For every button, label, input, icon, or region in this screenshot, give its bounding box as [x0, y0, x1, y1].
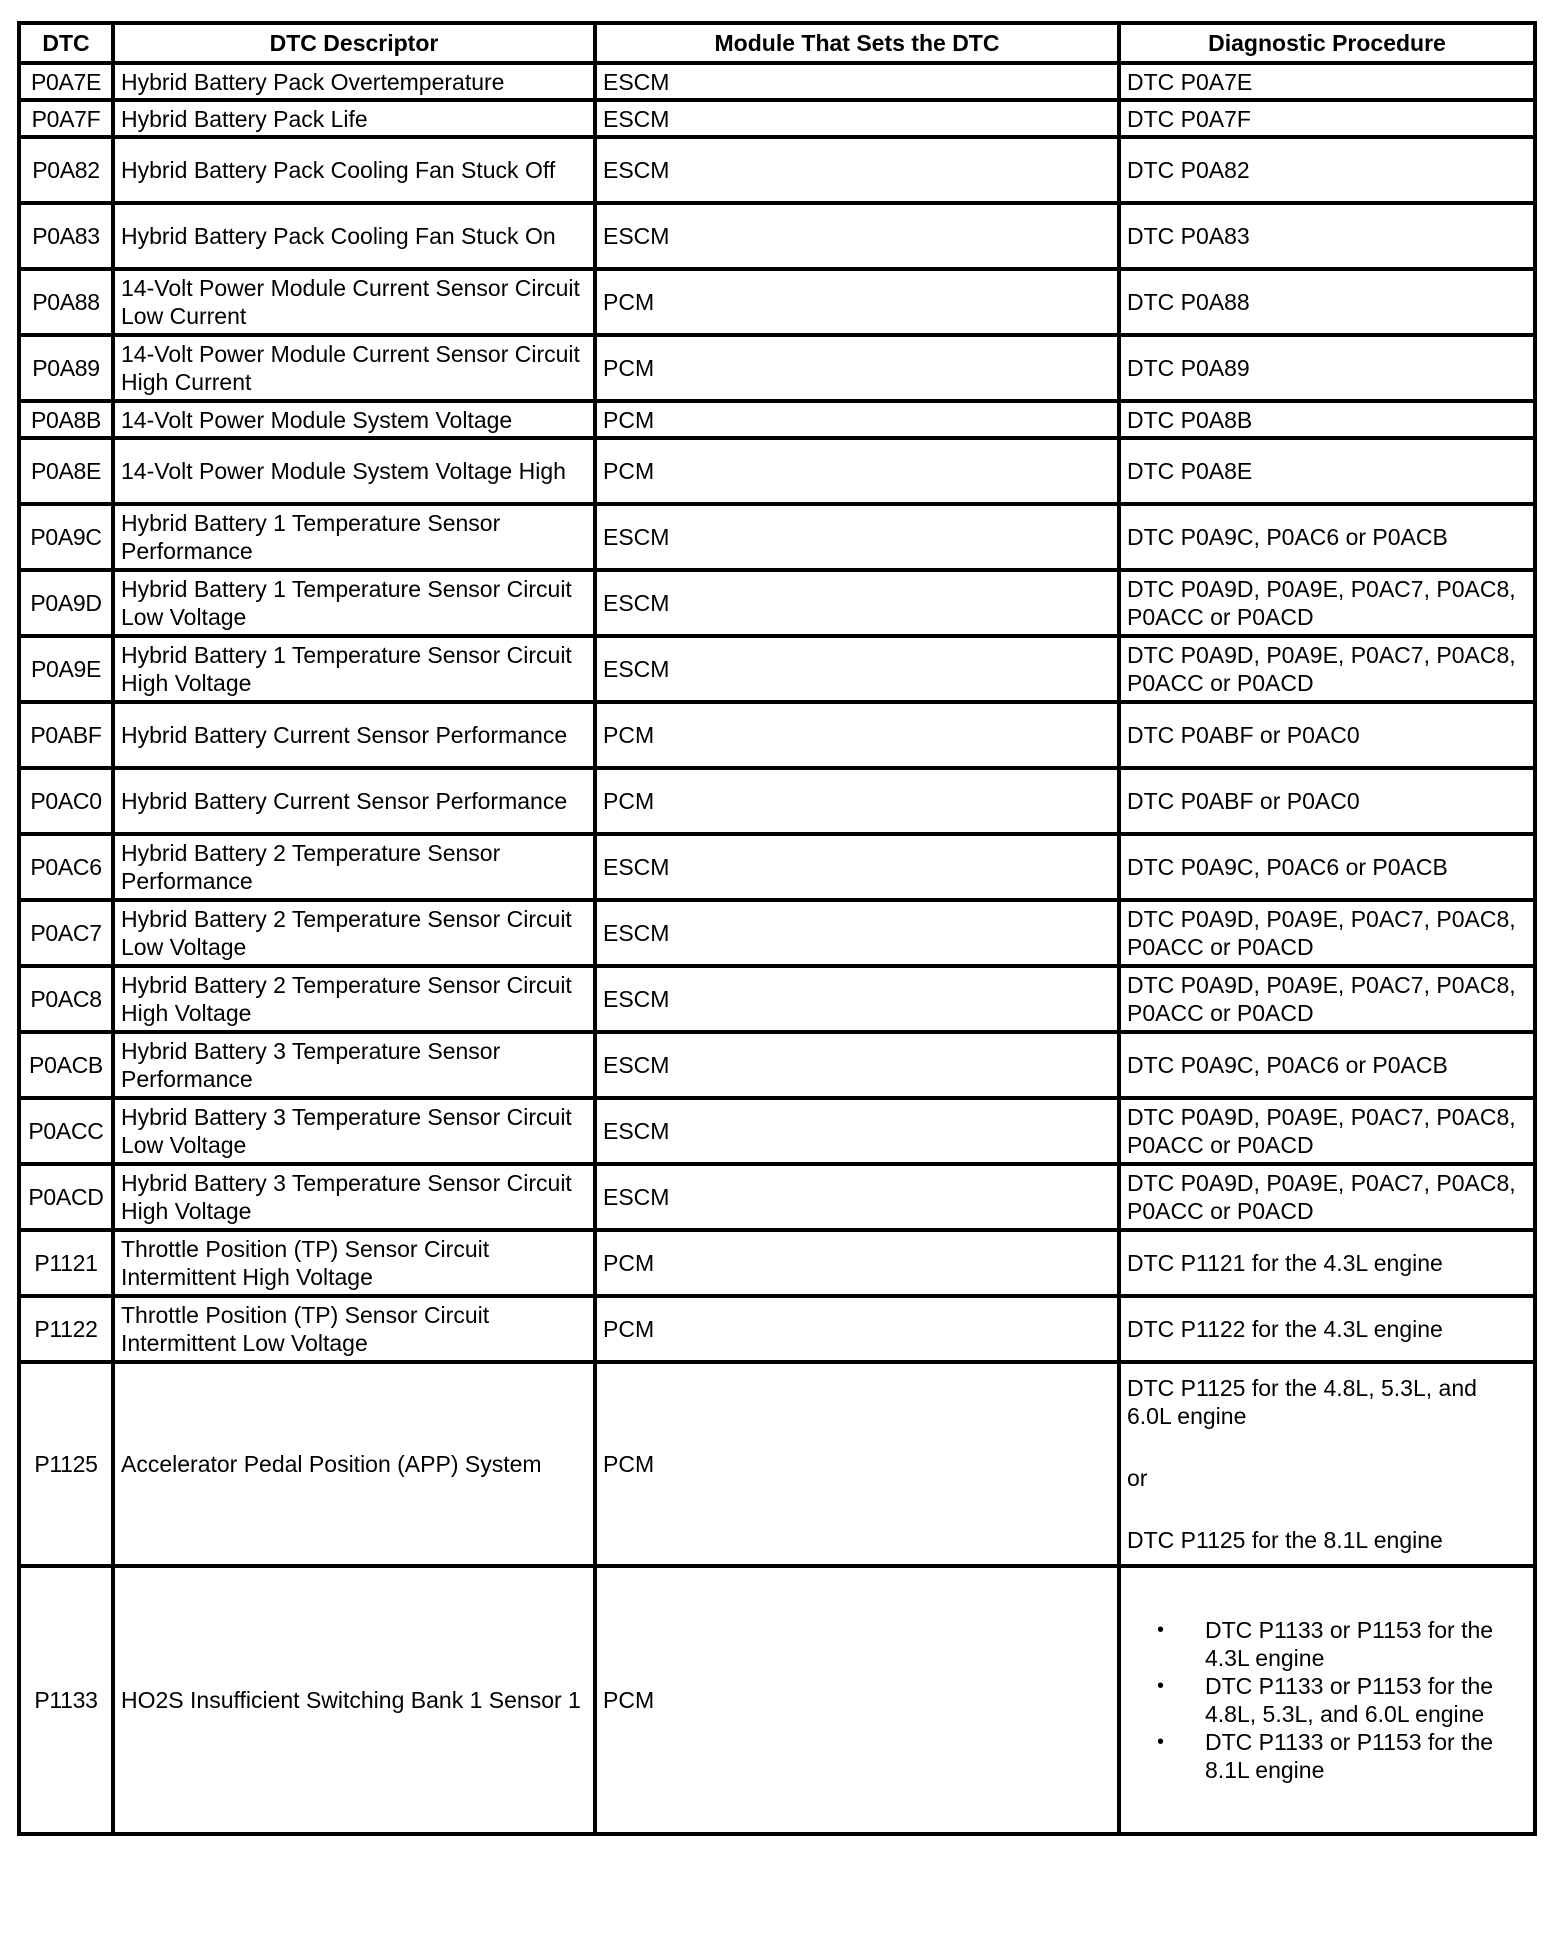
dtc-code: P0A9C	[19, 504, 113, 570]
dtc-code: P0A83	[19, 203, 113, 269]
dtc-procedure: DTC P0A9D, P0A9E, P0AC7, P0AC8, P0ACC or P0ACD	[1119, 900, 1535, 966]
dtc-code: P0AC8	[19, 966, 113, 1032]
table-row	[19, 1098, 1535, 1164]
dtc-descriptor: 14-Volt Power Module Current Sensor Circuit High Current	[113, 335, 595, 401]
dtc-descriptor: 14-Volt Power Module Current Sensor Circuit Low Current	[113, 269, 595, 335]
table-row	[19, 570, 1535, 636]
header-descriptor: DTC Descriptor	[113, 23, 595, 63]
table-row	[19, 438, 1535, 504]
procedure-list	[1127, 1616, 1527, 1784]
dtc-procedure: DTC P0A9D, P0A9E, P0AC7, P0AC8, P0ACC or P0ACD	[1119, 1098, 1535, 1164]
dtc-module: ESCM	[595, 137, 1119, 203]
dtc-procedure: DTC P0A8E	[1119, 438, 1535, 504]
dtc-code: P0A9D	[19, 570, 113, 636]
dtc-module: PCM	[595, 1362, 1119, 1566]
header-dtc: DTC	[19, 23, 113, 63]
dtc-code: P0A89	[19, 335, 113, 401]
dtc-code: P0ABF	[19, 702, 113, 768]
dtc-procedure: DTC P0A7E	[1119, 63, 1535, 100]
dtc-module: ESCM	[595, 1098, 1119, 1164]
procedure-item-text: DTC P1133 or P1153 for the 4.3L engine	[1205, 1617, 1494, 1671]
table-row	[19, 966, 1535, 1032]
dtc-module: ESCM	[595, 203, 1119, 269]
dtc-procedure: DTC P0A9C, P0AC6 or P0ACB	[1119, 1032, 1535, 1098]
table-row	[19, 768, 1535, 834]
dtc-code: P1122	[19, 1296, 113, 1362]
dtc-code: P0A7E	[19, 63, 113, 100]
dtc-procedure: DTC P0A82	[1119, 137, 1535, 203]
dtc-code: P0ACD	[19, 1164, 113, 1230]
dtc-descriptor: Hybrid Battery 2 Temperature Sensor Circuit Low Voltage	[113, 900, 595, 966]
table-row	[19, 834, 1535, 900]
dtc-code: P0AC7	[19, 900, 113, 966]
header-module: Module That Sets the DTC	[595, 23, 1119, 63]
dtc-code: P0AC6	[19, 834, 113, 900]
dtc-descriptor: Hybrid Battery 1 Temperature Sensor Circuit High Voltage	[113, 636, 595, 702]
header-row	[19, 23, 1535, 63]
dtc-descriptor: Hybrid Battery Pack Life	[113, 100, 595, 137]
dtc-descriptor: Hybrid Battery 1 Temperature Sensor Performance	[113, 504, 595, 570]
header-procedure: Diagnostic Procedure	[1119, 23, 1535, 63]
table-row-p1133	[19, 1566, 1535, 1834]
table-row	[19, 1230, 1535, 1296]
dtc-procedure: DTC P0ABF or P0AC0	[1119, 702, 1535, 768]
dtc-descriptor: Hybrid Battery Current Sensor Performance	[113, 702, 595, 768]
list-item	[1157, 1728, 1527, 1784]
procedure-option-1: DTC P1125 for the 4.8L, 5.3L, and 6.0L engine	[1127, 1375, 1477, 1429]
dtc-descriptor: 14-Volt Power Module System Voltage	[113, 401, 595, 438]
dtc-descriptor: Hybrid Battery 2 Temperature Sensor Circuit High Voltage	[113, 966, 595, 1032]
dtc-module: ESCM	[595, 636, 1119, 702]
bullet-icon: •	[1157, 1675, 1165, 1697]
dtc-procedure: DTC P0A9C, P0AC6 or P0ACB	[1119, 504, 1535, 570]
dtc-code: P0A7F	[19, 100, 113, 137]
dtc-descriptor: Hybrid Battery 3 Temperature Sensor Performance	[113, 1032, 595, 1098]
dtc-module: ESCM	[595, 966, 1119, 1032]
dtc-descriptor: Hybrid Battery Pack Overtemperature	[113, 63, 595, 100]
table-row	[19, 100, 1535, 137]
dtc-module: ESCM	[595, 834, 1119, 900]
dtc-descriptor: Hybrid Battery 2 Temperature Sensor Performance	[113, 834, 595, 900]
table-row	[19, 1032, 1535, 1098]
dtc-procedure: DTC P0A9D, P0A9E, P0AC7, P0AC8, P0ACC or P0ACD	[1119, 570, 1535, 636]
table-row	[19, 1164, 1535, 1230]
dtc-procedure	[1119, 1362, 1535, 1566]
dtc-procedure: DTC P1122 for the 4.3L engine	[1119, 1296, 1535, 1362]
dtc-module: PCM	[595, 1566, 1119, 1834]
dtc-code: P0ACB	[19, 1032, 113, 1098]
dtc-descriptor: Hybrid Battery 3 Temperature Sensor Circuit High Voltage	[113, 1164, 595, 1230]
dtc-module: PCM	[595, 269, 1119, 335]
dtc-code: P0A88	[19, 269, 113, 335]
dtc-module: ESCM	[595, 570, 1119, 636]
dtc-code: P0A9E	[19, 636, 113, 702]
dtc-code: P0AC0	[19, 768, 113, 834]
dtc-module: PCM	[595, 401, 1119, 438]
dtc-descriptor: Throttle Position (TP) Sensor Circuit Intermittent High Voltage	[113, 1230, 595, 1296]
dtc-procedure: DTC P0A83	[1119, 203, 1535, 269]
dtc-module: ESCM	[595, 504, 1119, 570]
dtc-procedure: DTC P0A7F	[1119, 100, 1535, 137]
dtc-descriptor: Hybrid Battery Current Sensor Performance	[113, 768, 595, 834]
procedure-item-text: DTC P1133 or P1153 for the 8.1L engine	[1205, 1729, 1494, 1783]
table-row	[19, 636, 1535, 702]
dtc-descriptor: Hybrid Battery Pack Cooling Fan Stuck Off	[113, 137, 595, 203]
dtc-code: P1133	[19, 1566, 113, 1834]
dtc-descriptor: Hybrid Battery 1 Temperature Sensor Circuit Low Voltage	[113, 570, 595, 636]
dtc-code: P0A8E	[19, 438, 113, 504]
dtc-code: P1125	[19, 1362, 113, 1566]
dtc-descriptor: Hybrid Battery Pack Cooling Fan Stuck On	[113, 203, 595, 269]
dtc-procedure: DTC P1121 for the 4.3L engine	[1119, 1230, 1535, 1296]
table-row	[19, 900, 1535, 966]
dtc-code: P1121	[19, 1230, 113, 1296]
dtc-procedure: DTC P0ABF or P0AC0	[1119, 768, 1535, 834]
dtc-module: PCM	[595, 768, 1119, 834]
dtc-procedure: DTC P0A9D, P0A9E, P0AC7, P0AC8, P0ACC or P0ACD	[1119, 636, 1535, 702]
dtc-module: PCM	[595, 702, 1119, 768]
table-row	[19, 203, 1535, 269]
list-item	[1157, 1616, 1527, 1672]
dtc-descriptor: Hybrid Battery 3 Temperature Sensor Circuit Low Voltage	[113, 1098, 595, 1164]
dtc-module: ESCM	[595, 900, 1119, 966]
dtc-module: PCM	[595, 1296, 1119, 1362]
dtc-descriptor: Throttle Position (TP) Sensor Circuit Intermittent Low Voltage	[113, 1296, 595, 1362]
dtc-descriptor: 14-Volt Power Module System Voltage High	[113, 438, 595, 504]
table-row	[19, 63, 1535, 100]
procedure-option-2: DTC P1125 for the 8.1L engine	[1127, 1527, 1443, 1553]
dtc-procedure: DTC P0A89	[1119, 335, 1535, 401]
dtc-procedure	[1119, 1566, 1535, 1834]
dtc-module: ESCM	[595, 63, 1119, 100]
dtc-module: ESCM	[595, 100, 1119, 137]
dtc-module: PCM	[595, 1230, 1119, 1296]
dtc-code: P0A8B	[19, 401, 113, 438]
dtc-table	[17, 21, 1537, 1836]
dtc-procedure: DTC P0A9D, P0A9E, P0AC7, P0AC8, P0ACC or P0ACD	[1119, 966, 1535, 1032]
dtc-descriptor: Accelerator Pedal Position (APP) System	[113, 1362, 595, 1566]
procedure-or: or	[1127, 1465, 1148, 1491]
bullet-icon: •	[1157, 1619, 1165, 1641]
dtc-module: ESCM	[595, 1164, 1119, 1230]
dtc-procedure: DTC P0A88	[1119, 269, 1535, 335]
dtc-module: PCM	[595, 335, 1119, 401]
dtc-code: P0A82	[19, 137, 113, 203]
table-row	[19, 269, 1535, 335]
table-row	[19, 504, 1535, 570]
table-row	[19, 401, 1535, 438]
dtc-module: ESCM	[595, 1032, 1119, 1098]
table-row	[19, 702, 1535, 768]
dtc-procedure: DTC P0A8B	[1119, 401, 1535, 438]
dtc-procedure: DTC P0A9D, P0A9E, P0AC7, P0AC8, P0ACC or P0ACD	[1119, 1164, 1535, 1230]
dtc-descriptor: HO2S Insufficient Switching Bank 1 Sensor 1	[113, 1566, 595, 1834]
table-row	[19, 1296, 1535, 1362]
list-item	[1157, 1672, 1527, 1728]
procedure-item-text: DTC P1133 or P1153 for the 4.8L, 5.3L, and 6.0L engine	[1205, 1673, 1494, 1727]
table-row-p1125	[19, 1362, 1535, 1566]
dtc-module: PCM	[595, 438, 1119, 504]
table-row	[19, 335, 1535, 401]
table-row	[19, 137, 1535, 203]
dtc-code: P0ACC	[19, 1098, 113, 1164]
bullet-icon: •	[1157, 1731, 1165, 1753]
dtc-procedure: DTC P0A9C, P0AC6 or P0ACB	[1119, 834, 1535, 900]
